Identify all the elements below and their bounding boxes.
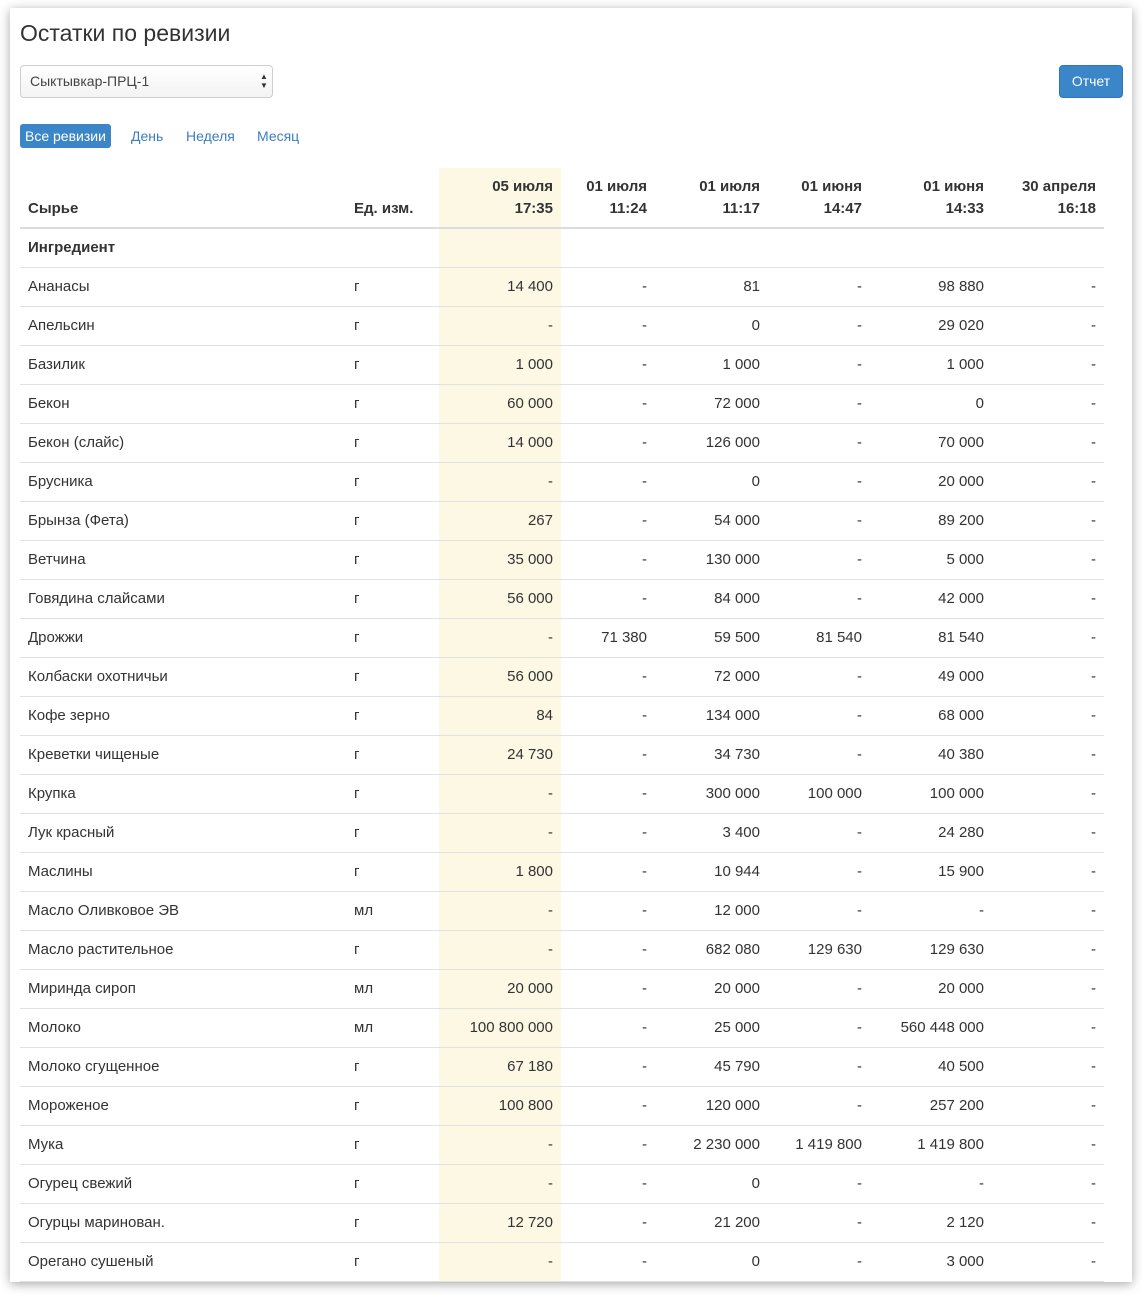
tab-month[interactable]: Месяц	[257, 128, 300, 144]
row-value-revision-3: 72 000	[714, 395, 760, 412]
row-value-revision-6: -	[1091, 434, 1096, 451]
row-value-revision-1: 35 000	[507, 551, 553, 568]
row-material-name: Мороженое	[28, 1097, 109, 1114]
row-material-name: Крупка	[28, 785, 76, 802]
header-revision-3[interactable]: 01 июля 11:17	[699, 178, 760, 217]
row-value-revision-3: 20 000	[714, 980, 760, 997]
row-value-revision-2: -	[642, 590, 647, 607]
row-value-revision-1: 60 000	[507, 395, 553, 412]
row-unit: г	[354, 941, 360, 958]
row-value-revision-4: -	[857, 551, 862, 568]
row-value-revision-6: -	[1091, 1253, 1096, 1270]
row-value-revision-6: -	[1091, 941, 1096, 958]
row-value-revision-5: 0	[975, 395, 984, 412]
report-button[interactable]: Отчет	[1059, 65, 1123, 98]
row-value-revision-1: 100 800 000	[469, 1019, 553, 1036]
row-value-revision-3: 120 000	[705, 1097, 760, 1114]
row-value-revision-1: -	[548, 785, 553, 802]
row-value-revision-5: 100 000	[929, 785, 984, 802]
table-row	[20, 1048, 1104, 1087]
row-material-name: Брынза (Фета)	[28, 512, 129, 529]
row-value-revision-1: 67 180	[507, 1058, 553, 1075]
row-material-name: Базилик	[28, 356, 85, 373]
row-value-revision-5: 49 000	[938, 668, 984, 685]
row-unit: мл	[354, 1019, 374, 1036]
row-value-revision-2: -	[642, 824, 647, 841]
row-value-revision-6: -	[1091, 1214, 1096, 1231]
row-value-revision-1: -	[548, 317, 553, 334]
row-unit: г	[354, 1136, 360, 1153]
row-value-revision-4: -	[857, 1058, 862, 1075]
table-row	[20, 1165, 1104, 1204]
row-value-revision-1: -	[548, 941, 553, 958]
row-material-name: Масло Оливковое ЭВ	[28, 902, 180, 919]
row-material-name: Молоко	[28, 1019, 82, 1036]
table-row	[20, 736, 1104, 775]
select-arrows-icon: ▲ ▼	[260, 72, 268, 90]
row-value-revision-4: 1 419 800	[795, 1136, 862, 1153]
row-value-revision-2: -	[642, 551, 647, 568]
row-material-name: Молоко сгущенное	[28, 1058, 160, 1075]
table-row	[20, 931, 1104, 970]
row-value-revision-6: -	[1091, 551, 1096, 568]
row-unit: г	[354, 707, 360, 724]
row-material-name: Масло растительное	[28, 941, 174, 958]
row-material-name: Бекон (слайс)	[28, 434, 125, 451]
table-row	[20, 853, 1104, 892]
row-value-revision-2: -	[642, 395, 647, 412]
row-value-revision-4: -	[857, 746, 862, 763]
row-value-revision-4: -	[857, 473, 862, 490]
row-value-revision-3: 34 730	[714, 746, 760, 763]
row-value-revision-3: 0	[751, 317, 760, 334]
row-unit: г	[354, 1253, 360, 1270]
row-value-revision-4: -	[857, 1175, 862, 1192]
header-revision-1[interactable]: 05 июля 17:35	[492, 178, 553, 217]
row-material-name: Креветки чищеные	[28, 746, 160, 763]
row-value-revision-2: -	[642, 512, 647, 529]
table-row	[20, 658, 1104, 697]
row-value-revision-5: 70 000	[938, 434, 984, 451]
row-unit: г	[354, 746, 360, 763]
row-value-revision-5: 81 540	[938, 629, 984, 646]
row-unit: г	[354, 1175, 360, 1192]
row-value-revision-1: 14 000	[507, 434, 553, 451]
group-label: Ингредиент	[28, 239, 116, 256]
row-value-revision-1: -	[548, 902, 553, 919]
row-value-revision-4: -	[857, 1253, 862, 1270]
row-value-revision-6: -	[1091, 590, 1096, 607]
header-revision-4[interactable]: 01 июня 14:47	[801, 178, 862, 217]
row-value-revision-5: 89 200	[938, 512, 984, 529]
header-revision-5[interactable]: 01 июня 14:33	[923, 178, 984, 217]
row-value-revision-1: 100 800	[498, 1097, 553, 1114]
row-value-revision-3: 682 080	[705, 941, 760, 958]
tab-week[interactable]: Неделя	[186, 128, 235, 144]
row-value-revision-3: 59 500	[714, 629, 760, 646]
row-material-name: Колбаски охотничьи	[28, 668, 168, 685]
table-row	[20, 619, 1104, 658]
row-value-revision-6: -	[1091, 1097, 1096, 1114]
header-revision-6[interactable]: 30 апреля 16:18	[1021, 178, 1096, 217]
table-row	[20, 463, 1104, 502]
table-row	[20, 970, 1104, 1009]
row-value-revision-4: -	[857, 863, 862, 880]
row-unit: г	[354, 473, 360, 490]
row-value-revision-5: 68 000	[938, 707, 984, 724]
row-value-revision-5: 98 880	[938, 278, 984, 295]
row-value-revision-1: -	[548, 629, 553, 646]
row-value-revision-5: 5 000	[946, 551, 984, 568]
row-value-revision-3: 54 000	[714, 512, 760, 529]
row-value-revision-3: 21 200	[714, 1214, 760, 1231]
row-value-revision-1: 14 400	[507, 278, 553, 295]
row-value-revision-2: -	[642, 980, 647, 997]
row-value-revision-2: -	[642, 668, 647, 685]
row-value-revision-2: -	[642, 1058, 647, 1075]
row-unit: г	[354, 434, 360, 451]
row-value-revision-2: -	[642, 746, 647, 763]
row-value-revision-4: 129 630	[807, 941, 862, 958]
row-value-revision-5: 2 120	[946, 1214, 984, 1231]
table-row	[20, 814, 1104, 853]
row-material-name: Огурец свежий	[28, 1175, 133, 1192]
row-value-revision-5: 1 419 800	[917, 1136, 984, 1153]
row-value-revision-4: -	[857, 668, 862, 685]
row-value-revision-6: -	[1091, 629, 1096, 646]
row-unit: мл	[354, 902, 374, 919]
row-value-revision-1: 1 000	[515, 356, 553, 373]
row-material-name: Ананасы	[28, 278, 90, 295]
row-value-revision-4: -	[857, 980, 862, 997]
row-value-revision-6: -	[1091, 317, 1096, 334]
row-value-revision-6: -	[1091, 278, 1096, 295]
row-value-revision-6: -	[1091, 902, 1096, 919]
row-unit: г	[354, 668, 360, 685]
row-value-revision-6: -	[1091, 746, 1096, 763]
header-material: Сырье	[28, 200, 79, 217]
row-value-revision-2: -	[642, 707, 647, 724]
row-value-revision-3: 10 944	[714, 863, 760, 880]
row-material-name: Мука	[28, 1136, 64, 1153]
row-value-revision-3: 0	[751, 473, 760, 490]
row-value-revision-2: -	[642, 278, 647, 295]
table-row	[20, 1009, 1104, 1048]
table-row	[20, 892, 1104, 931]
row-material-name: Дрожжи	[28, 629, 84, 646]
row-value-revision-4: -	[857, 434, 862, 451]
row-material-name: Брусника	[28, 473, 93, 490]
row-value-revision-4: -	[857, 1019, 862, 1036]
row-value-revision-2: -	[642, 863, 647, 880]
row-unit: г	[354, 1214, 360, 1231]
row-value-revision-4: -	[857, 707, 862, 724]
row-value-revision-1: 56 000	[507, 590, 553, 607]
row-value-revision-4: 100 000	[807, 785, 862, 802]
row-value-revision-2: -	[642, 473, 647, 490]
table-row	[20, 424, 1104, 463]
row-value-revision-6: -	[1091, 1058, 1096, 1075]
row-material-name: Лук красный	[28, 824, 115, 841]
row-value-revision-3: 130 000	[705, 551, 760, 568]
table-row	[20, 346, 1104, 385]
table-row	[20, 580, 1104, 619]
row-value-revision-5: 3 000	[946, 1253, 984, 1270]
row-value-revision-4: -	[857, 356, 862, 373]
row-value-revision-3: 126 000	[705, 434, 760, 451]
row-value-revision-4: -	[857, 1214, 862, 1231]
row-unit: г	[354, 551, 360, 568]
row-value-revision-2: -	[642, 941, 647, 958]
row-value-revision-6: -	[1091, 356, 1096, 373]
row-material-name: Огурцы маринован.	[28, 1214, 165, 1231]
page-title: Остатки по ревизии	[20, 20, 231, 46]
row-unit: г	[354, 512, 360, 529]
row-unit: мл	[354, 980, 374, 997]
table-row	[20, 697, 1104, 736]
row-value-revision-1: 12 720	[507, 1214, 553, 1231]
row-value-revision-1: -	[548, 473, 553, 490]
row-material-name: Маслины	[28, 863, 93, 880]
row-value-revision-1: 24 730	[507, 746, 553, 763]
row-value-revision-6: -	[1091, 668, 1096, 685]
row-value-revision-4: -	[857, 395, 862, 412]
row-value-revision-3: 3 400	[722, 824, 760, 841]
row-value-revision-6: -	[1091, 785, 1096, 802]
row-value-revision-2: -	[642, 1175, 647, 1192]
row-unit: г	[354, 356, 360, 373]
row-value-revision-5: 42 000	[938, 590, 984, 607]
tab-all-revisions[interactable]: Все ревизии	[20, 124, 111, 148]
header-unit: Ед. изм.	[354, 200, 414, 217]
row-value-revision-6: -	[1091, 1136, 1096, 1153]
tab-day[interactable]: День	[131, 128, 164, 144]
row-value-revision-5: 40 500	[938, 1058, 984, 1075]
row-value-revision-1: 56 000	[507, 668, 553, 685]
row-value-revision-2: -	[642, 1214, 647, 1231]
row-material-name: Апельсин	[28, 317, 95, 334]
row-value-revision-5: 560 448 000	[900, 1019, 984, 1036]
row-value-revision-6: -	[1091, 395, 1096, 412]
row-value-revision-3: 45 790	[714, 1058, 760, 1075]
table-row	[20, 385, 1104, 424]
table-row	[20, 1204, 1104, 1243]
location-select[interactable]	[20, 65, 273, 98]
table-row	[20, 1126, 1104, 1165]
table-row	[20, 268, 1104, 307]
row-material-name: Орегано сушеный	[28, 1253, 154, 1270]
table-row	[20, 1087, 1104, 1126]
table-row	[20, 775, 1104, 814]
row-value-revision-2: -	[642, 434, 647, 451]
row-value-revision-6: -	[1091, 863, 1096, 880]
row-value-revision-4: -	[857, 902, 862, 919]
row-material-name: Говядина слайсами	[28, 590, 165, 607]
row-value-revision-3: 25 000	[714, 1019, 760, 1036]
row-value-revision-2: -	[642, 356, 647, 373]
row-value-revision-4: -	[857, 590, 862, 607]
row-value-revision-4: -	[857, 512, 862, 529]
row-value-revision-2: -	[642, 1136, 647, 1153]
table-header	[20, 168, 1104, 229]
row-value-revision-6: -	[1091, 1019, 1096, 1036]
row-material-name: Кофе зерно	[28, 707, 110, 724]
row-value-revision-5: 20 000	[938, 473, 984, 490]
row-unit: г	[354, 395, 360, 412]
row-unit: г	[354, 1058, 360, 1075]
row-value-revision-1: 84	[536, 707, 553, 724]
row-value-revision-3: 84 000	[714, 590, 760, 607]
row-value-revision-3: 2 230 000	[693, 1136, 760, 1153]
row-unit: г	[354, 590, 360, 607]
row-value-revision-4: -	[857, 824, 862, 841]
row-value-revision-2: -	[642, 785, 647, 802]
row-value-revision-6: -	[1091, 512, 1096, 529]
location-select-value: Сыктывкар-ПРЦ-1	[30, 73, 150, 89]
row-value-revision-1: 1 800	[515, 863, 553, 880]
row-value-revision-2: -	[642, 902, 647, 919]
group-row	[20, 229, 1104, 268]
row-value-revision-1: -	[548, 1175, 553, 1192]
row-value-revision-4: -	[857, 278, 862, 295]
row-value-revision-2: -	[642, 317, 647, 334]
table-row	[20, 502, 1104, 541]
row-value-revision-5: 1 000	[946, 356, 984, 373]
row-value-revision-5: 129 630	[929, 941, 984, 958]
row-value-revision-3: 72 000	[714, 668, 760, 685]
row-unit: г	[354, 863, 360, 880]
row-value-revision-6: -	[1091, 707, 1096, 724]
row-value-revision-3: 81	[743, 278, 760, 295]
table-row	[20, 541, 1104, 580]
row-value-revision-2: -	[642, 1097, 647, 1114]
row-value-revision-5: 40 380	[938, 746, 984, 763]
row-value-revision-1: 267	[527, 512, 553, 529]
row-value-revision-5: 257 200	[929, 1097, 984, 1114]
row-value-revision-1: -	[548, 824, 553, 841]
row-unit: г	[354, 278, 360, 295]
table-row	[20, 307, 1104, 346]
row-material-name: Бекон	[28, 395, 70, 412]
row-value-revision-1: -	[548, 1253, 553, 1270]
row-material-name: Миринда сироп	[28, 980, 136, 997]
row-value-revision-3: 12 000	[714, 902, 760, 919]
row-value-revision-5: 20 000	[938, 980, 984, 997]
row-value-revision-2: -	[642, 1253, 647, 1270]
row-value-revision-3: 0	[751, 1175, 760, 1192]
row-value-revision-3: 0	[751, 1253, 760, 1270]
row-value-revision-4: -	[857, 1097, 862, 1114]
row-value-revision-3: 134 000	[705, 707, 760, 724]
table-row	[20, 1243, 1104, 1282]
row-value-revision-5: 29 020	[938, 317, 984, 334]
row-value-revision-5: 15 900	[938, 863, 984, 880]
row-material-name: Ветчина	[28, 551, 86, 568]
row-value-revision-5: -	[979, 902, 984, 919]
row-unit: г	[354, 824, 360, 841]
row-value-revision-5: -	[979, 1175, 984, 1192]
row-value-revision-6: -	[1091, 824, 1096, 841]
row-value-revision-3: 300 000	[705, 785, 760, 802]
row-value-revision-4: 81 540	[816, 629, 862, 646]
row-value-revision-4: -	[857, 317, 862, 334]
row-value-revision-3: 1 000	[722, 356, 760, 373]
row-value-revision-1: -	[548, 1136, 553, 1153]
row-value-revision-6: -	[1091, 473, 1096, 490]
row-unit: г	[354, 785, 360, 802]
row-value-revision-6: -	[1091, 980, 1096, 997]
row-value-revision-6: -	[1091, 1175, 1096, 1192]
row-unit: г	[354, 1097, 360, 1114]
row-unit: г	[354, 317, 360, 334]
row-unit: г	[354, 629, 360, 646]
row-value-revision-2: 71 380	[601, 629, 647, 646]
row-value-revision-5: 24 280	[938, 824, 984, 841]
row-value-revision-1: 20 000	[507, 980, 553, 997]
page-frame	[10, 8, 1132, 1282]
header-revision-2[interactable]: 01 июля 11:24	[586, 178, 647, 217]
row-value-revision-2: -	[642, 1019, 647, 1036]
